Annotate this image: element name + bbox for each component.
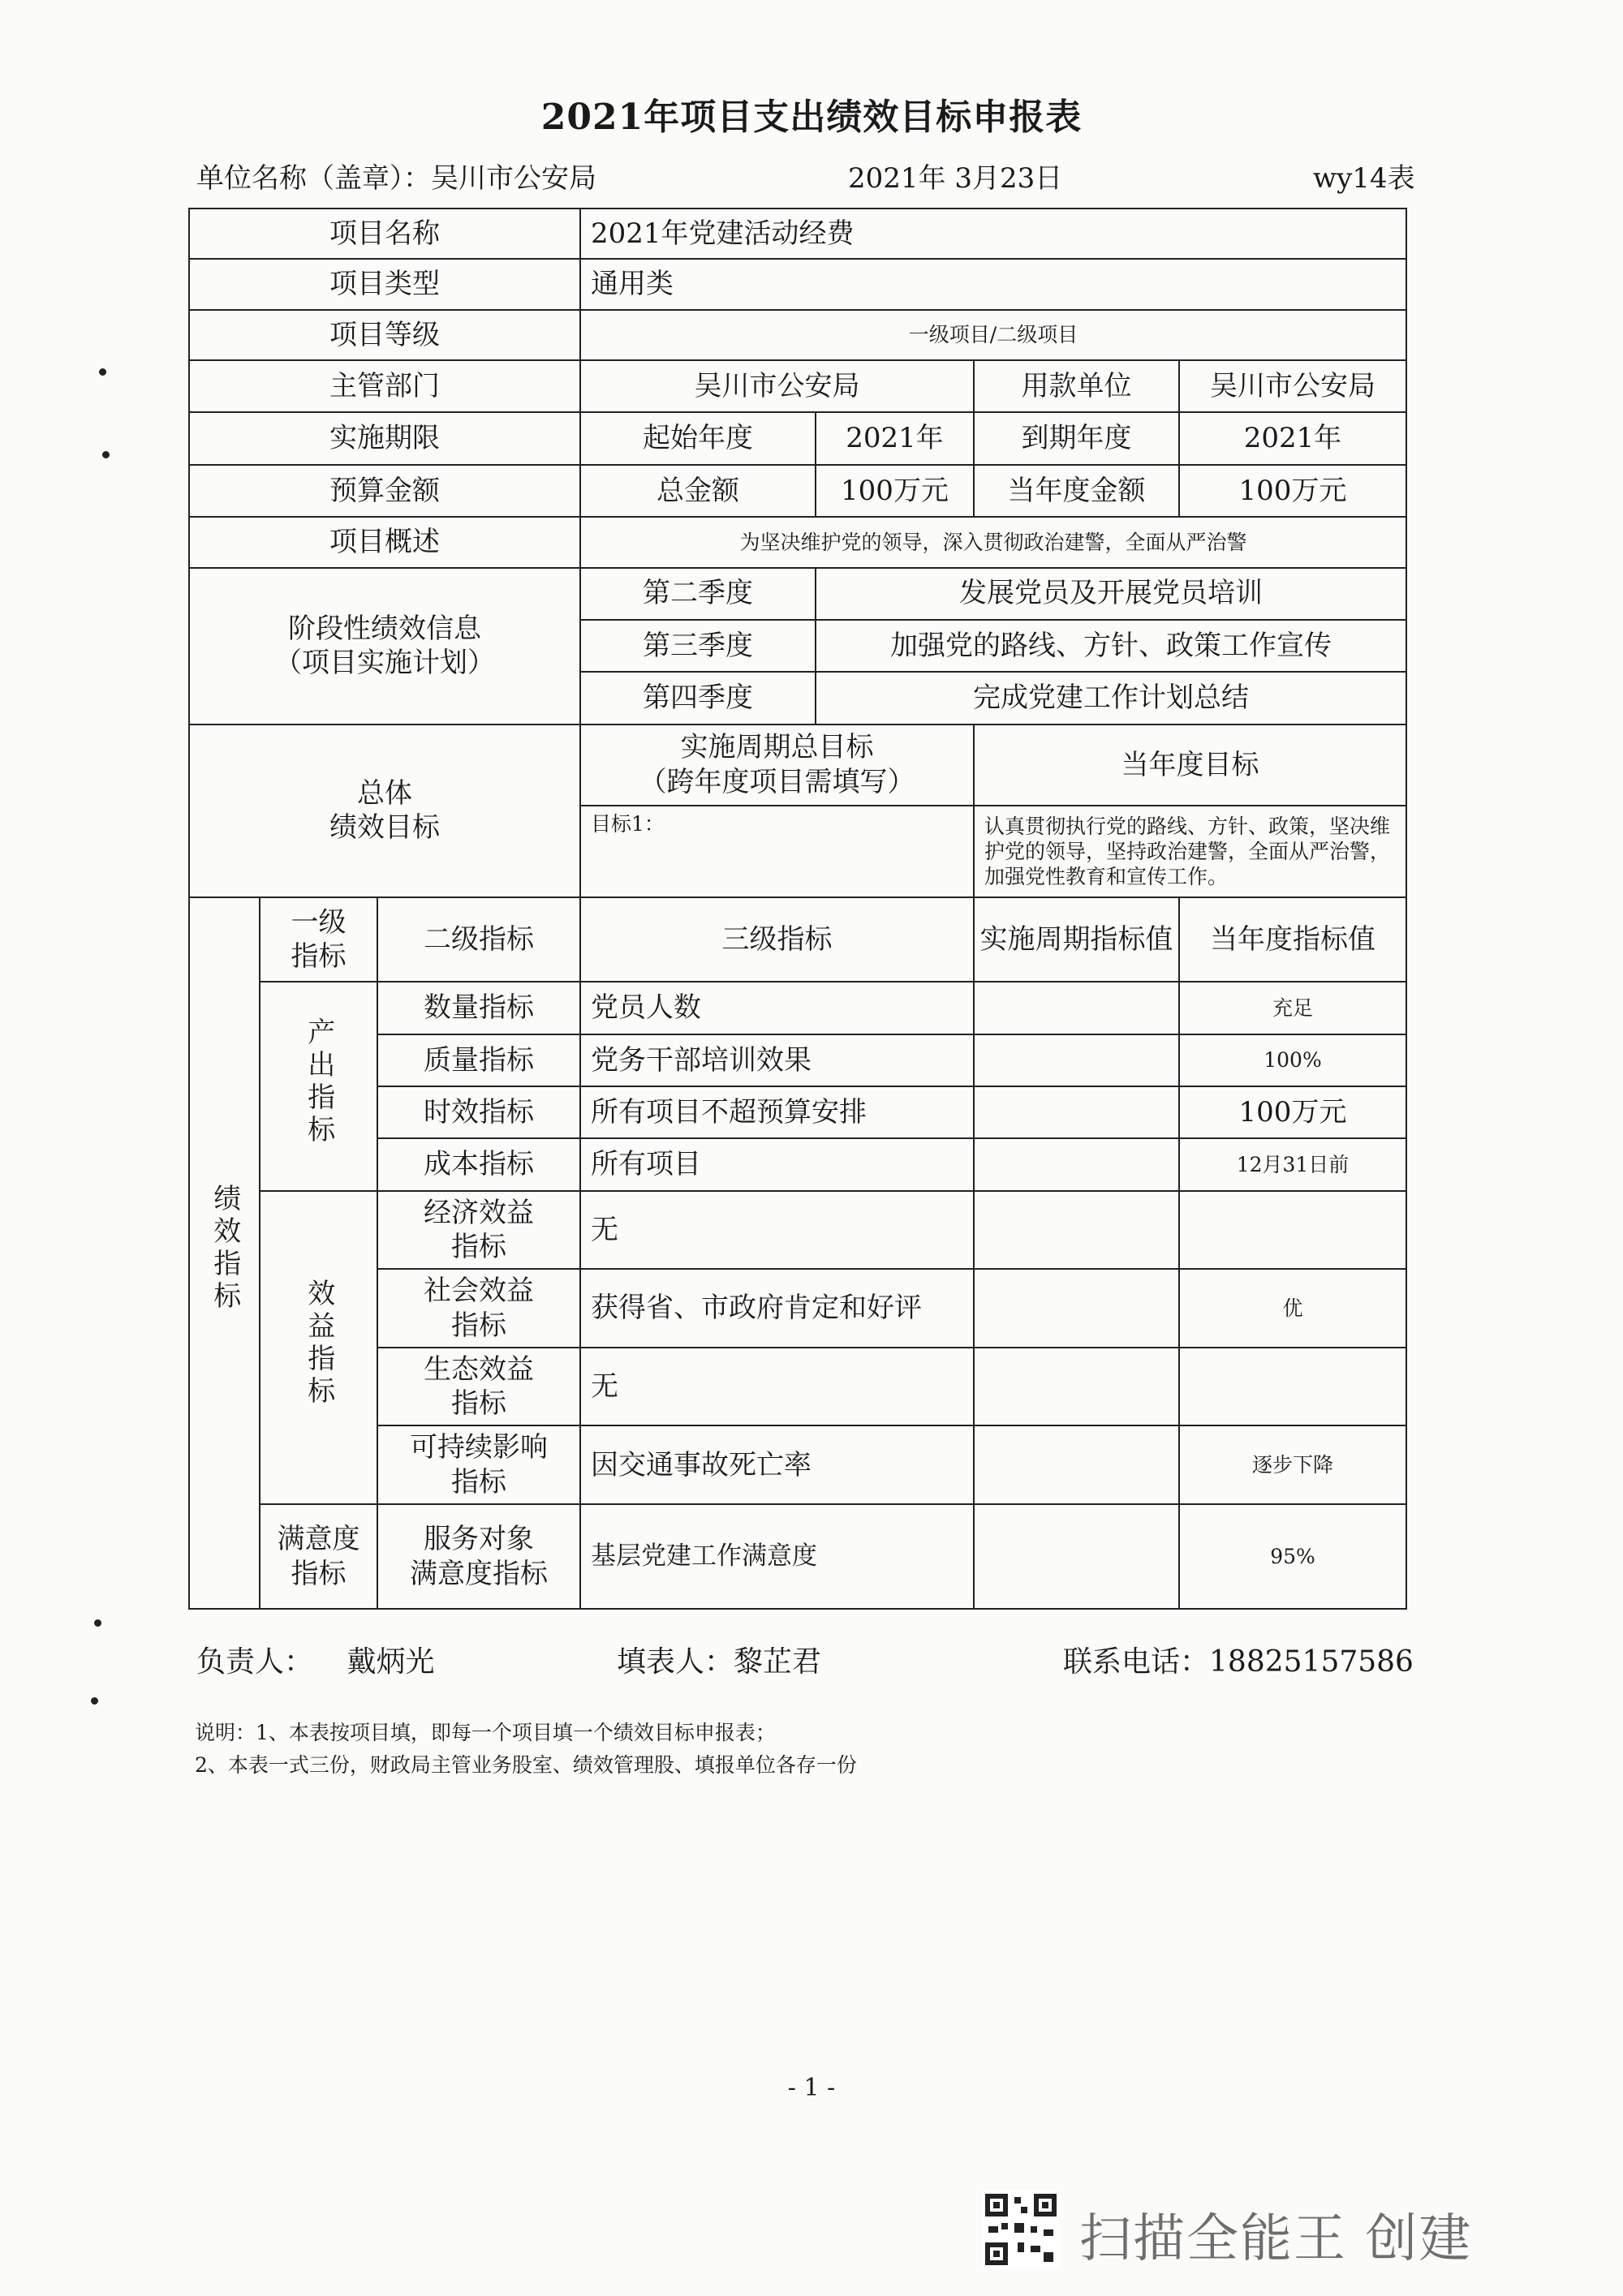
indicator-row — [189, 1191, 1406, 1270]
project-name: 2021年党建活动经费 — [580, 209, 1406, 259]
level3-cell: 党务干部培训效果 — [580, 1034, 974, 1086]
phone-line — [1063, 1639, 1414, 1680]
stage-label — [189, 568, 580, 724]
level2-line1: 社会效益 — [424, 1275, 534, 1308]
note-line-2: 2、本表一式三份，财政局主管业务股室、绩效管理股、填报单位各存一份 — [195, 1753, 857, 1777]
satisfaction-line1: 满意度 — [277, 1523, 360, 1556]
level2-cell — [377, 1425, 580, 1504]
note-line-1: 说明：1、本表按项目填，即每一个项目填一个绩效目标申报表； — [195, 1721, 776, 1744]
row-project-type — [189, 259, 1406, 309]
unit-name: 吴川市公安局 — [431, 162, 596, 195]
level2-cell — [377, 1191, 580, 1270]
level2-cell — [377, 1504, 580, 1609]
stage-quarter: 第二季度 — [580, 568, 816, 620]
end-year-label: 到期年度 — [974, 412, 1179, 464]
project-type: 通用类 — [580, 259, 1406, 309]
dept-label: 主管部门 — [189, 360, 580, 412]
page-number: - 1 - — [787, 2074, 836, 2102]
qr-code-icon — [982, 2191, 1060, 2268]
year-goal-header: 当年度目标 — [974, 724, 1406, 806]
stage-content: 完成党建工作计划总结 — [816, 672, 1406, 724]
level2-header: 二级指标 — [377, 897, 580, 982]
level2-cell: 成本指标 — [377, 1138, 580, 1190]
level2-line1: 生态效益 — [424, 1352, 534, 1386]
year-value-cell — [1179, 1348, 1406, 1426]
level1-header — [260, 897, 377, 982]
project-type-label: 项目类型 — [189, 259, 580, 309]
dept-value: 吴川市公安局 — [580, 360, 974, 412]
stage-label-line1: 阶段性绩效信息 — [288, 612, 481, 645]
stage-quarter: 第三季度 — [580, 620, 816, 672]
level2-line2: 指标 — [451, 1465, 506, 1498]
filler-name: 黎芷君 — [734, 1645, 822, 1679]
stage-content: 加强党的路线、方针、政策工作宣传 — [816, 620, 1406, 672]
period-value-cell — [974, 982, 1179, 1034]
benefit-group-text: 效益指标 — [302, 1278, 335, 1408]
period-value-cell — [974, 1034, 1179, 1086]
year-value-header: 当年度指标值 — [1179, 897, 1406, 982]
binding-mark — [91, 1697, 98, 1705]
period-goal-header-line1: 实施周期总目标 — [680, 731, 874, 764]
year-value-cell: 100% — [1179, 1034, 1406, 1086]
current-label: 当年度金额 — [974, 465, 1179, 517]
year-value-cell: 95% — [1179, 1504, 1406, 1609]
level2-line1: 服务对象 — [424, 1523, 534, 1556]
phone-number: 18825157586 — [1209, 1645, 1414, 1679]
total-label: 总金额 — [580, 465, 816, 517]
level3-cell: 无 — [580, 1348, 974, 1426]
responsible-label: 负责人： — [196, 1645, 314, 1679]
row-project-level — [189, 310, 1406, 360]
overview-label: 项目概述 — [189, 517, 580, 567]
project-level-label: 项目等级 — [189, 310, 580, 360]
stage-content: 发展党员及开展党员培训 — [816, 568, 1406, 620]
overall-label-line1: 总体 — [357, 776, 412, 810]
level2-line2: 指标 — [451, 1309, 506, 1342]
level2-line2: 指标 — [451, 1231, 506, 1264]
stage-row — [189, 568, 1406, 620]
period-goal-header — [580, 724, 974, 806]
level2-cell: 数量指标 — [377, 982, 580, 1034]
level3-cell: 党员人数 — [580, 982, 974, 1034]
scanner-watermark: 扫描全能王 创建 — [1079, 2209, 1473, 2269]
end-year-value: 2021年 — [1179, 412, 1406, 464]
current-value: 100万元 — [1179, 465, 1406, 517]
year-value-cell: 充足 — [1179, 982, 1406, 1034]
level2-cell — [377, 1348, 580, 1426]
binding-mark — [94, 1619, 101, 1627]
responsible-name: 戴炳光 — [347, 1645, 435, 1679]
unit-name-line — [196, 156, 596, 196]
row-dept — [189, 360, 1406, 412]
level2-line1: 可持续影响 — [410, 1431, 548, 1464]
overall-goal-header-row — [189, 724, 1406, 806]
period-goal-value: 目标1： — [580, 806, 974, 897]
indicator-header-row — [189, 897, 1406, 982]
stage-label-line2: （项目实施计划） — [274, 647, 495, 680]
level3-cell: 无 — [580, 1191, 974, 1270]
report-date: 2021年 3月23日 — [848, 162, 1063, 195]
user-unit-value: 吴川市公安局 — [1179, 360, 1406, 412]
overall-label — [189, 724, 580, 897]
year-value-cell: 优 — [1179, 1269, 1406, 1348]
year-value-cell: 12月31日前 — [1179, 1138, 1406, 1190]
period-value-cell — [974, 1191, 1179, 1270]
level1-header-line1: 一级 — [291, 905, 347, 939]
filler-label: 填表人： — [617, 1645, 734, 1679]
level2-line2: 指标 — [451, 1387, 506, 1421]
page-title: 2021年项目支出绩效目标申报表 — [540, 97, 1083, 138]
overall-label-line2: 绩效目标 — [329, 811, 440, 845]
year-value-cell: 100万元 — [1179, 1086, 1406, 1138]
budget-label: 预算金额 — [189, 465, 580, 517]
level2-line2: 满意度指标 — [410, 1557, 548, 1590]
row-overview — [189, 517, 1406, 567]
level3-cell: 因交通事故死亡率 — [580, 1425, 974, 1504]
level2-line1: 经济效益 — [424, 1196, 534, 1229]
level2-cell: 时效指标 — [377, 1086, 580, 1138]
indicators-side-label — [189, 897, 260, 1609]
output-group-text: 产出指标 — [302, 1017, 335, 1147]
phone-label: 联系电话： — [1063, 1645, 1210, 1679]
period-value-cell — [974, 1504, 1179, 1609]
output-group-label — [260, 982, 377, 1190]
performance-target-table — [188, 208, 1407, 1610]
level3-cell: 基层党建工作满意度 — [580, 1504, 974, 1609]
user-unit-label: 用款单位 — [974, 360, 1179, 412]
overview-value: 为坚决维护党的领导，深入贯彻政治建警，全面从严治警 — [580, 517, 1406, 567]
stage-quarter: 第四季度 — [580, 672, 816, 724]
period-value-cell — [974, 1425, 1179, 1504]
unit-label: 单位名称（盖章）： — [196, 162, 431, 195]
period-value-cell — [974, 1348, 1179, 1426]
level3-cell: 获得省、市政府肯定和好评 — [580, 1269, 974, 1348]
row-budget — [189, 465, 1406, 517]
indicator-row — [189, 982, 1406, 1034]
project-level: 一级项目/二级项目 — [580, 310, 1406, 360]
row-period — [189, 412, 1406, 464]
form-code: wy14表 — [1313, 162, 1415, 195]
year-value-cell: 逐步下降 — [1179, 1425, 1406, 1504]
satisfaction-group-label — [260, 1504, 377, 1609]
level3-cell: 所有项目不超预算安排 — [580, 1086, 974, 1138]
start-year-value: 2021年 — [816, 412, 974, 464]
filler-line — [617, 1639, 821, 1680]
period-goal-header-line2: （跨年度项目需填写） — [639, 765, 915, 798]
year-value-cell — [1179, 1191, 1406, 1270]
level2-cell — [377, 1269, 580, 1348]
level2-cell: 质量指标 — [377, 1034, 580, 1086]
period-label: 实施期限 — [189, 412, 580, 464]
row-project-name — [189, 209, 1406, 259]
period-value-cell — [974, 1138, 1179, 1190]
period-value-header: 实施周期指标值 — [974, 897, 1179, 982]
binding-mark — [99, 368, 106, 376]
total-value: 100万元 — [816, 465, 974, 517]
year-goal-value: 认真贯彻执行党的路线、方针、政策，坚决维护党的领导，坚持政治建警，全面从严治警，加强党性教育和宣传工作。 — [974, 806, 1406, 897]
level1-header-line2: 指标 — [291, 940, 347, 974]
responsible-line — [196, 1639, 434, 1680]
indicator-row — [189, 1504, 1406, 1609]
indicators-side-text: 绩效指标 — [208, 1184, 241, 1314]
level3-cell: 所有项目 — [580, 1138, 974, 1190]
binding-mark — [102, 451, 110, 458]
period-value-cell — [974, 1086, 1179, 1138]
level3-header: 三级指标 — [580, 897, 974, 982]
project-name-label: 项目名称 — [189, 209, 580, 259]
benefit-group-label — [260, 1191, 377, 1504]
period-value-cell — [974, 1269, 1179, 1348]
start-year-label: 起始年度 — [580, 412, 816, 464]
satisfaction-line2: 指标 — [291, 1557, 347, 1590]
